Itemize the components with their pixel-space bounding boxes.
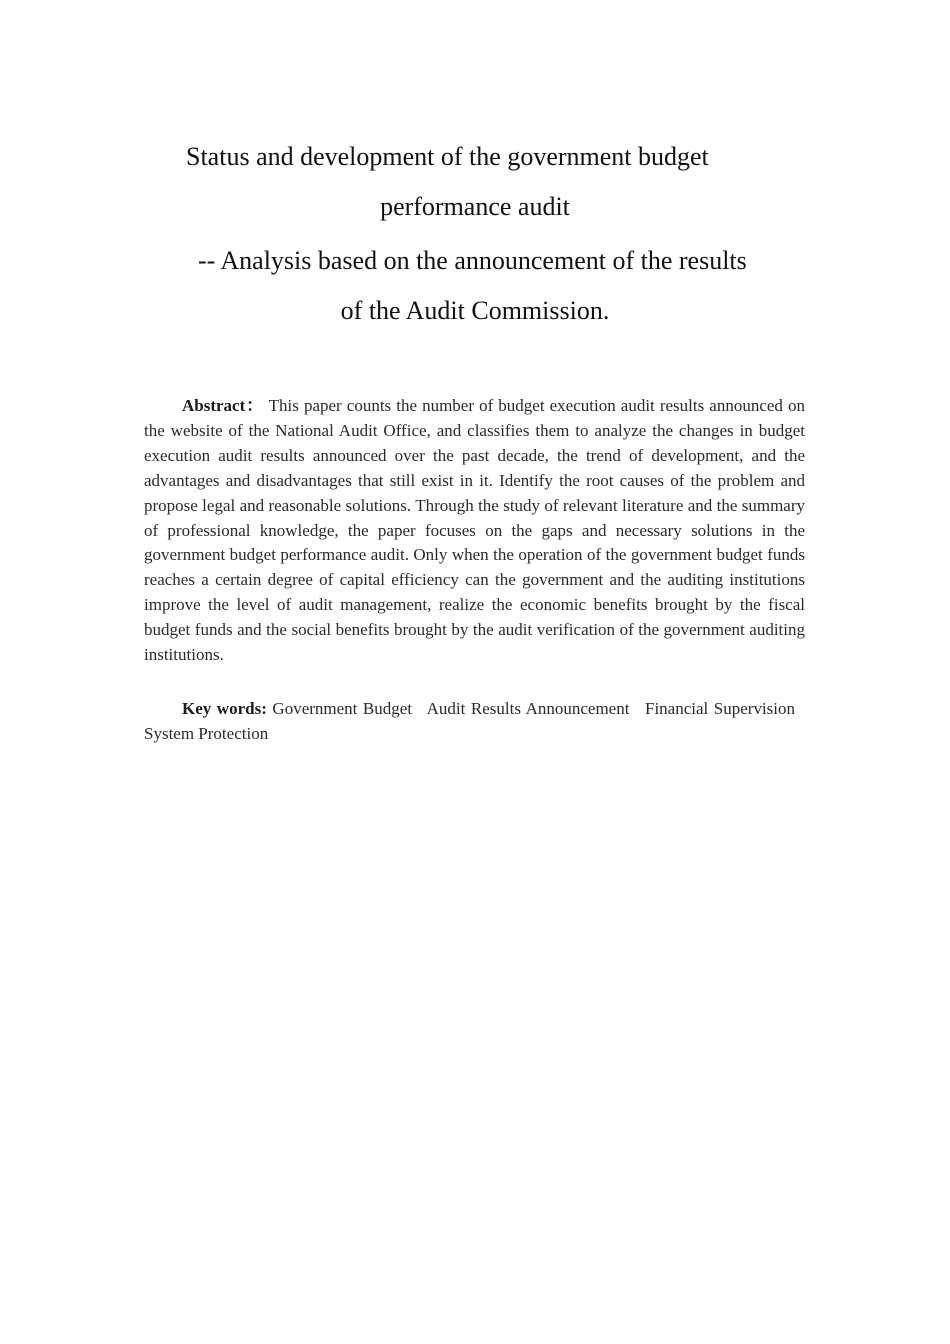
paper-title-line-1: Status and development of the government budget [186,142,709,171]
abstract-paragraph [144,394,805,668]
keywords-label: Key words: [182,699,267,718]
abstract-text: This paper counts the number of budget execution audit results announced on the website of the National Audit Office, and classifies them to analyze the changes in budget execution audit results announced over the past decade, the trend of development, and the advantages and disadvantages that still exist in it. Identify the root causes of the problem and propose legal and reasonable solutions. Through the study of relevant literature and the summary of professional knowledge, the paper focuses on the gaps and necessary solutions in the government budget performance audit. Only when the operation of the government budget funds reaches a certain degree of capital efficiency can the government and the auditing institutions improve the level of audit management, realize the economic benefits brought by the fiscal budget funds and the social benefits brought by the audit verification of the government auditing institutions. [144,396,805,665]
keyword-item: Government Budget [272,699,413,718]
paper-subtitle-line-1: -- Analysis based on the announcement of the results [198,246,747,275]
title-block [144,132,806,336]
abstract-label: Abstract： [182,396,264,415]
keyword-item: Audit Results Announcement [426,699,630,718]
paper-subtitle-line-2: of the Audit Commission. [340,296,610,325]
keyword-item: System Protection [144,723,269,743]
keyword-item: Financial Supervision [645,699,796,718]
keywords-paragraph [144,697,805,747]
paper-title-line-2: performance audit [380,192,570,221]
